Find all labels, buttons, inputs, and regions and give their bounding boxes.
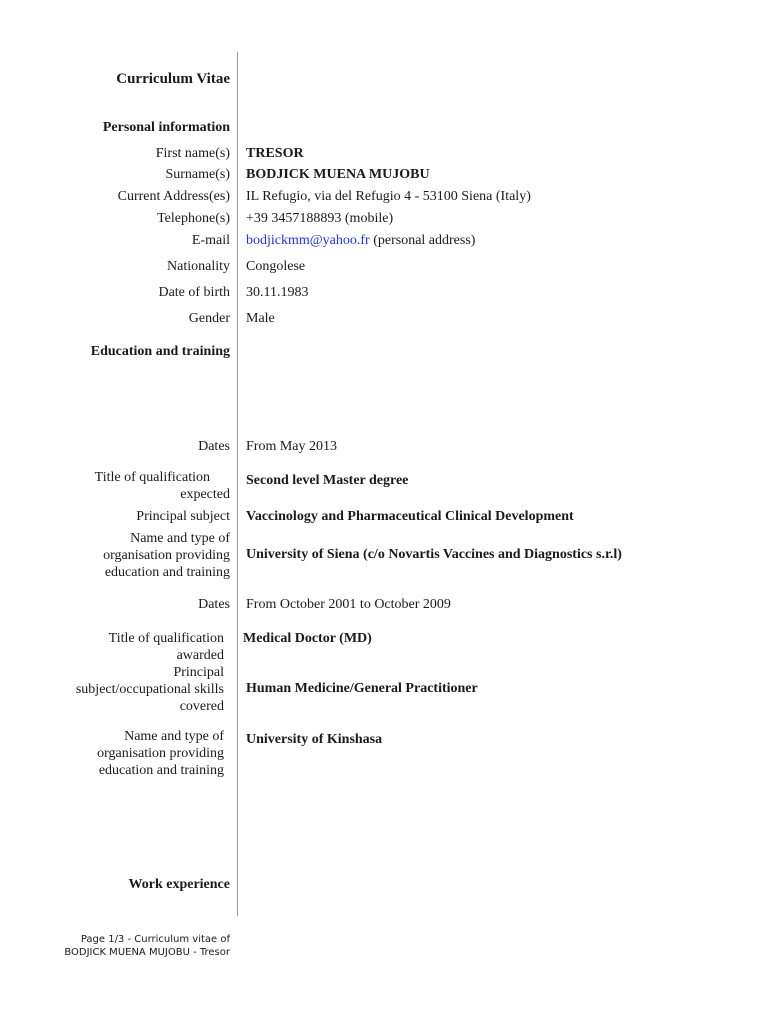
first-name-value: TRESOR: [246, 146, 304, 161]
edu1-subject-value: Vaccinology and Pharmaceutical Clinical Development: [246, 509, 574, 524]
email-row: [246, 232, 475, 249]
surname-label: Surname(s): [165, 167, 230, 182]
column-divider: [237, 52, 238, 916]
email-note: (personal address): [369, 233, 476, 248]
edu1-qualification-value: Second level Master degree: [246, 473, 409, 488]
edu2-org-label-1: Name and type of: [124, 729, 224, 744]
address-value: IL Refugio, via del Refugio 4 - 53100 Siena (Italy): [246, 189, 531, 204]
edu1-dates-label: Dates: [198, 439, 230, 454]
page-footer: [64, 933, 230, 959]
edu2-org-label-3: education and training: [98, 763, 224, 778]
edu1-org-label-1: Name and type of: [130, 531, 230, 546]
edu2-dates-value: From October 2001 to October 2009: [246, 597, 451, 612]
edu1-qualification-label-2: expected: [180, 487, 230, 502]
footer-line-1: Page 1/3 - Curriculum vitae of: [80, 934, 230, 945]
date-of-birth-value: 30.11.1983: [246, 285, 309, 300]
work-experience-heading: Work experience: [128, 877, 230, 892]
email-link[interactable]: bodjickmm@yahoo.fr: [246, 233, 370, 248]
email-label: E-mail: [191, 233, 230, 248]
edu2-subject-label-3: covered: [179, 699, 224, 714]
first-name-label: First name(s): [155, 146, 230, 161]
nationality-value: Congolese: [246, 259, 306, 274]
edu2-subject-value: Human Medicine/General Practitioner: [246, 681, 478, 696]
edu2-dates-label: Dates: [198, 597, 230, 612]
edu2-qualification-label-1: Title of qualification: [108, 631, 224, 646]
date-of-birth-label: Date of birth: [158, 285, 230, 300]
edu1-qualification-label-1: Title of qualification: [94, 470, 210, 485]
edu2-subject-label-1: Principal: [173, 665, 224, 680]
edu2-org-value: University of Kinshasa: [246, 732, 383, 747]
gender-label: Gender: [188, 311, 230, 326]
education-heading: Education and training: [90, 344, 230, 359]
telephone-label: Telephone(s): [157, 211, 230, 226]
edu1-org-value: University of Siena (c/o Novartis Vaccines and Diagnostics s.r.l): [246, 547, 622, 562]
edu1-dates-value: From May 2013: [246, 439, 337, 454]
nationality-label: Nationality: [167, 259, 230, 274]
edu2-subject-label-2: subject/occupational skills: [75, 682, 224, 697]
gender-value: Male: [246, 311, 275, 326]
edu2-org-label-2: organisation providing: [97, 746, 224, 761]
personal-information-heading: Personal information: [102, 120, 230, 135]
document-title: Curriculum Vitae: [116, 71, 230, 87]
telephone-value: +39 3457188893 (mobile): [246, 211, 394, 226]
edu2-qualification-value: Medical Doctor (MD): [243, 631, 372, 646]
edu1-subject-label: Principal subject: [136, 509, 230, 524]
edu1-org-label-2: organisation providing: [103, 548, 230, 563]
edu2-qualification-label-2: awarded: [176, 648, 224, 663]
surname-value: BODJICK MUENA MUJOBU: [246, 167, 430, 182]
address-label: Current Address(es): [117, 189, 230, 204]
footer-line-2: BODJICK MUENA MUJOBU - Tresor: [64, 947, 230, 958]
edu1-org-label-3: education and training: [104, 565, 230, 580]
